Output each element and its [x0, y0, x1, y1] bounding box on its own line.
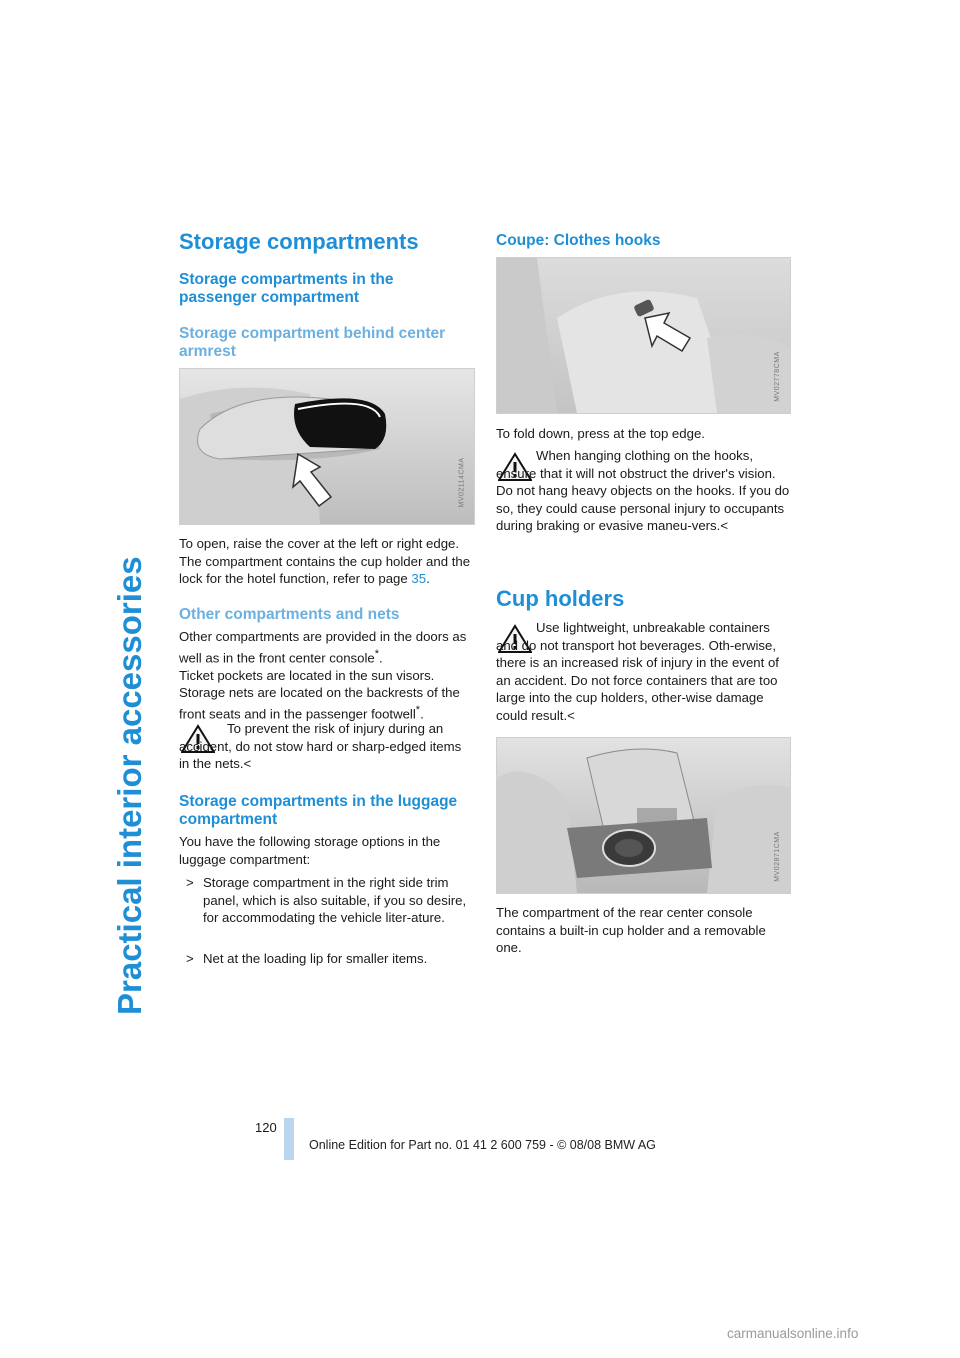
footer-accent-bar — [284, 1118, 294, 1160]
paragraph-rear-console: The compartment of the rear center console contains a built-in cup holder and a removable one. — [496, 905, 766, 956]
clothes-hook-illustration — [497, 258, 790, 413]
figure-code: MV02871CMA — [774, 831, 782, 882]
page-link[interactable]: 35 — [411, 571, 427, 587]
cup-holder-illustration — [497, 738, 790, 893]
paragraph-other-compartments: Other compartments are provided in the doors as well as in the front center console*. Ticket pockets are located in the sun visors. Storage nets are located on the backrests of the front seats and in the passenger footwell*. — [179, 629, 467, 722]
armrest-illustration — [180, 369, 474, 524]
bullet-marker: > — [186, 875, 194, 890]
list-item-loading-lip: Net at the loading lip for smaller items. — [203, 951, 428, 966]
heading-passenger-compartment: Storage compartments in the passenger compartment — [179, 271, 394, 306]
heading-clothes-hooks: Coupe: Clothes hooks — [496, 232, 661, 249]
asterisk-mark: * — [415, 703, 421, 716]
heading-luggage-compartment: Storage compartments in the luggage compartment — [179, 793, 458, 828]
figure-code: MV02778CMA — [774, 351, 782, 402]
paragraph-luggage: You have the following storage options in the luggage compartment: — [179, 834, 441, 867]
heading-other-compartments: Other compartments and nets — [179, 606, 400, 623]
section-side-title: Practical interior accessories — [111, 556, 148, 1015]
watermark: carmanualsonline.info — [727, 1326, 859, 1341]
bullet-marker: > — [186, 951, 194, 966]
heading-center-armrest: Storage compartment behind center armrest — [179, 325, 446, 360]
paragraph-fold-down: To fold down, press at the top edge. — [496, 426, 705, 441]
warning-nets: To prevent the risk of injury during an accident, do not stow hard or sharp-edged items in the nets.< — [179, 721, 462, 772]
clothes-hook-figure — [496, 257, 791, 414]
warning-cup-holders: Use lightweight, unbreakable containers and do not transport hot beverages. Oth-erwise, there is an increased risk of injury in the event of an accident. Do not force containers that are too large into the cup holders, other-wise damage could result.< — [496, 620, 779, 723]
figure-code: MV02114CMA — [458, 457, 466, 508]
cup-holder-figure — [496, 737, 791, 894]
edition-notice: Online Edition for Part no. 01 41 2 600 759 - © 08/08 BMW AG — [309, 1138, 656, 1152]
heading-cup-holders: Cup holders — [496, 586, 625, 611]
heading-storage-compartments: Storage compartments — [179, 229, 419, 254]
asterisk-mark: * — [374, 647, 380, 660]
list-item-side-trim: Storage compartment in the right side trim panel, which is also suitable, if you so desire, for accommodating the vehicle liter-ature. — [203, 875, 467, 926]
page-number: 120 — [255, 1120, 277, 1135]
warning-clothes-hooks: When hanging clothing on the hooks, ensure that it will not obstruct the driver's vision. Do not hang heavy objects on the hooks. If you do so, they could cause personal injury to occupants during braking or evasive maneu-vers.< — [496, 448, 790, 534]
paragraph-open-armrest: To open, raise the cover at the left or right edge. The compartment contains the cup holder and the lock for the hotel function, refer to page 35. — [179, 536, 471, 587]
armrest-figure — [179, 368, 475, 525]
